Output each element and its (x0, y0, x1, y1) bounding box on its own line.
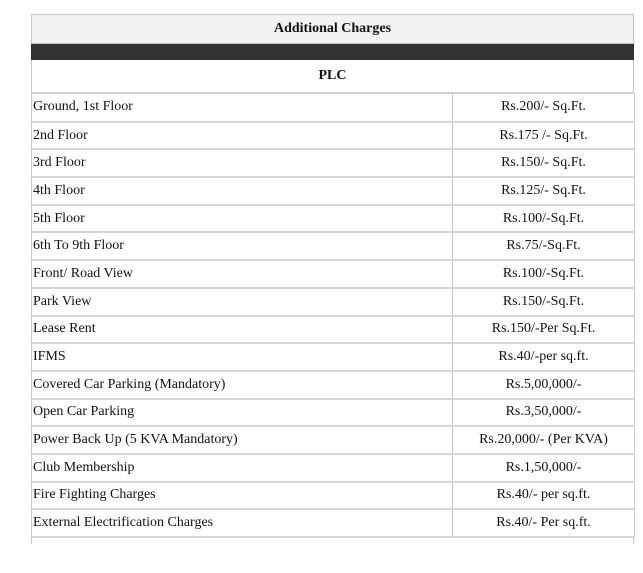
charge-label: 5th Floor (32, 205, 453, 233)
charge-value: Rs.20,000/- (Per KVA) (453, 426, 635, 454)
charge-label: Power Back Up (5 KVA Mandatory) (32, 426, 453, 454)
charge-value: Rs.100/-Sq.Ft. (453, 205, 635, 233)
table-continuation (31, 538, 634, 544)
header-band (31, 44, 634, 60)
charge-label: 2nd Floor (32, 122, 453, 150)
table-row (32, 399, 635, 427)
charge-value: Rs.175 /- Sq.Ft. (453, 122, 635, 150)
charge-label: Club Membership (32, 454, 453, 482)
table-title: Additional Charges (31, 14, 634, 44)
table-row (32, 316, 635, 344)
charge-label: 6th To 9th Floor (32, 232, 453, 260)
section-heading: PLC (31, 60, 634, 94)
charge-value: Rs.5,00,000/- (453, 371, 635, 399)
charge-label: Open Car Parking (32, 399, 453, 427)
charge-label: 4th Floor (32, 177, 453, 205)
table-row (32, 205, 635, 233)
charge-value: Rs.40/-per sq.ft. (453, 343, 635, 371)
table-row (32, 288, 635, 316)
charge-value: Rs.125/- Sq.Ft. (453, 177, 635, 205)
table-row (32, 232, 635, 260)
table-row (32, 343, 635, 371)
charge-label: Front/ Road View (32, 260, 453, 288)
charge-value: Rs.100/-Sq.Ft. (453, 260, 635, 288)
charge-label: Fire Fighting Charges (32, 482, 453, 510)
charge-value: Rs.40/- Per sq.ft. (453, 509, 635, 537)
charges-table (31, 94, 635, 538)
table-row (32, 482, 635, 510)
charge-value: Rs.200/- Sq.Ft. (453, 94, 635, 122)
charges-sheet (31, 14, 634, 544)
table-row (32, 260, 635, 288)
charge-label: 3rd Floor (32, 149, 453, 177)
table-row (32, 371, 635, 399)
charge-value: Rs.150/-Per Sq.Ft. (453, 316, 635, 344)
charge-value: Rs.40/- per sq.ft. (453, 482, 635, 510)
table-row (32, 177, 635, 205)
charge-value: Rs.150/- Sq.Ft. (453, 149, 635, 177)
table-row (32, 509, 635, 537)
charge-value: Rs.150/-Sq.Ft. (453, 288, 635, 316)
charge-label: Ground, 1st Floor (32, 94, 453, 122)
table-row (32, 122, 635, 150)
charges-table-body (32, 94, 635, 537)
table-row (32, 94, 635, 122)
charge-value: Rs.75/-Sq.Ft. (453, 232, 635, 260)
charge-label: Covered Car Parking (Mandatory) (32, 371, 453, 399)
charge-label: Park View (32, 288, 453, 316)
table-row (32, 149, 635, 177)
charge-label: IFMS (32, 343, 453, 371)
charge-label: Lease Rent (32, 316, 453, 344)
charge-value: Rs.1,50,000/- (453, 454, 635, 482)
table-row (32, 426, 635, 454)
charge-value: Rs.3,50,000/- (453, 399, 635, 427)
table-row (32, 454, 635, 482)
charge-label: External Electrification Charges (32, 509, 453, 537)
